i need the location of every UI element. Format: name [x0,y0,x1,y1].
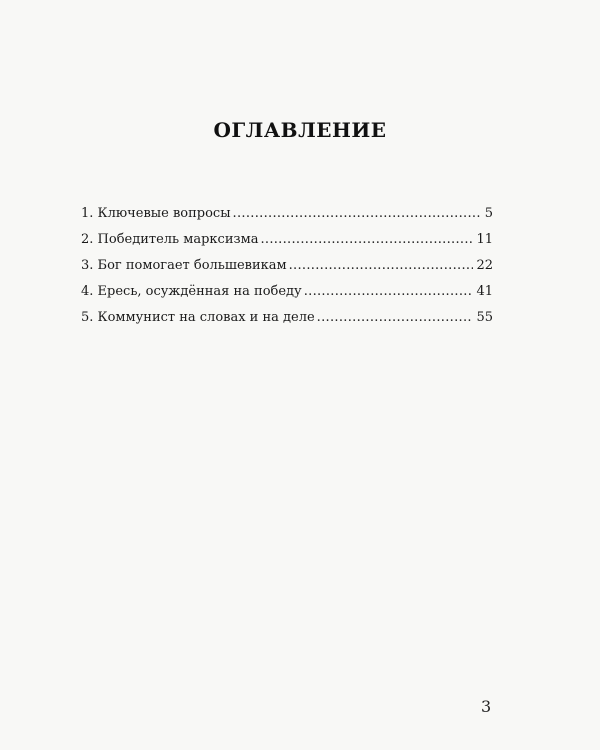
toc-entry-page: 22 [476,258,493,273]
toc-entry-label: 1. Ключевые вопросы [81,206,231,221]
toc-dot-leader [304,279,474,305]
toc-entry-4[interactable] [81,279,493,305]
toc-entry-label: 2. Победитель марксизма [81,232,259,247]
toc-entry-2[interactable] [81,227,493,253]
toc-dot-leader [260,227,473,253]
toc-dot-leader [233,201,482,227]
toc-entry-label: 4. Ересь, осуждённая на победу [81,284,302,299]
toc-dot-leader [289,253,474,279]
toc-entry-1[interactable] [81,201,493,227]
toc-dot-leader [317,305,474,331]
page-number: 3 [481,697,492,716]
toc-entry-label: 3. Бог помогает большевикам [81,258,287,273]
page-title: ОГЛАВЛЕНИЕ [213,118,387,142]
toc-entry-page: 41 [476,284,493,299]
toc-entry-5[interactable] [81,305,493,331]
toc-entry-page: 5 [484,206,493,221]
table-of-contents [81,201,493,331]
toc-entry-page: 55 [476,310,493,325]
toc-entry-label: 5. Коммунист на словах и на деле [81,310,315,325]
toc-entry-page: 11 [476,232,493,247]
toc-entry-3[interactable] [81,253,493,279]
